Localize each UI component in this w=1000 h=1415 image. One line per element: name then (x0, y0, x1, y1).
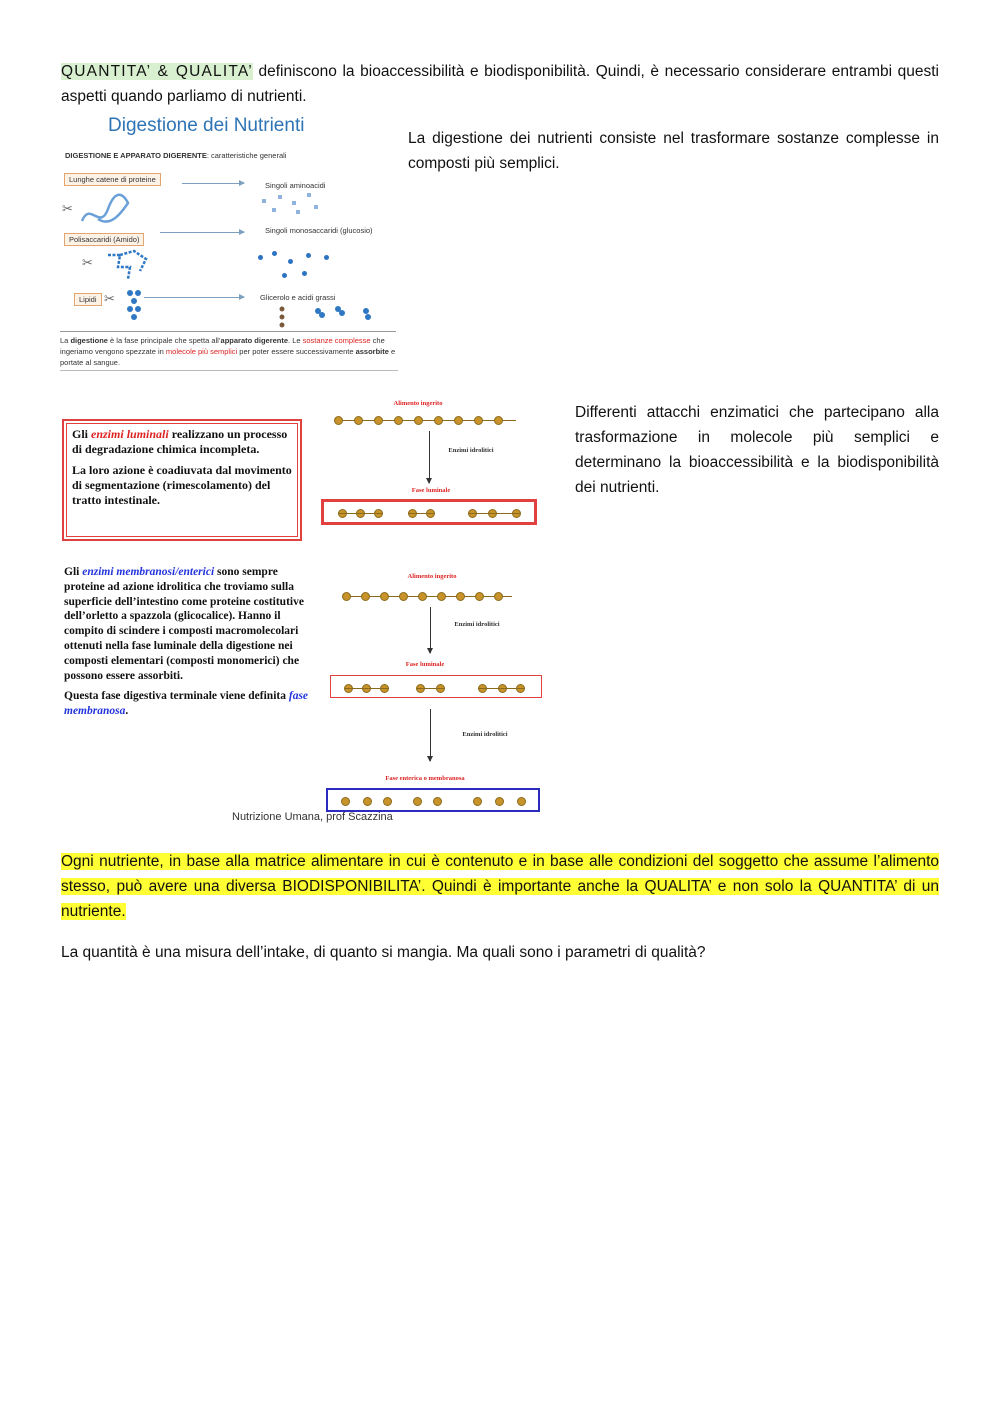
figure-caption: La digestione è la fase principale che spetta all’apparato digerente. Le sostanze complesse che ingeriamo vengono spezzate in molecole più semplici per poter essere successivamente assorbite e portate al sangue. (60, 331, 396, 368)
ingested-chain-2 (342, 591, 512, 603)
scissors-icon: ✂ (82, 255, 93, 270)
amino-acids-label: Singoli aminoacidi (265, 181, 326, 190)
digestion-paragraph: La digestione dei nutrienti consiste nel trasformare sostanze complesse in composti più semplici. (408, 130, 939, 172)
bioavailability-text: Ogni nutriente, in base alla matrice alimentare in cui è contenuto e in base alle condizioni del soggetto che assume l’alimento stesso, può avere una diversa BIODISPONIBILITA’. Quindi è importante anche la QUALITA’ e non solo la QUANTITA’ di un nutriente. (61, 853, 939, 920)
lipids-arrow (144, 297, 244, 298)
glycerol-label: Glicerolo e acidi grassi (260, 293, 336, 302)
protein-chain-icon (80, 191, 130, 227)
luminal-chain-2 (344, 683, 534, 695)
intro-text: definiscono la bioaccessibilità e biodisponibilità. Quindi, è necessario considerare entrambi questi aspetti quando parliamo di nutrienti. (61, 63, 939, 105)
hydrolysis-arrow-2 (430, 607, 431, 653)
lipid-icon (124, 287, 148, 321)
lipids-label: Lipidi (74, 293, 102, 306)
amino-acid (296, 210, 300, 214)
amino-acid (292, 201, 296, 205)
glucose-molecule (272, 251, 277, 256)
amino-acid (278, 195, 282, 199)
glucose-molecule (302, 271, 307, 276)
amino-acid (314, 205, 318, 209)
closing-paragraph: La quantità è una misura dell’intake, di quanto si mangia. Ma quali sono i parametri di qualità? (61, 944, 706, 961)
glucose-molecule (306, 253, 311, 258)
enzymes-label-3: Enzimi idrolitici (462, 731, 508, 738)
enzymes-label: Enzimi idrolitici (448, 447, 494, 454)
protein-label: Lunghe catene di proteine (64, 173, 161, 186)
enzymes-figure (60, 395, 545, 823)
scissors-icon: ✂ (104, 291, 115, 306)
luminal-phase-label: Fase luminale (411, 487, 451, 494)
digestion-figure (60, 113, 398, 373)
scissors-icon: ✂ (62, 201, 73, 216)
luminal-enzymes-box: Gli enzimi luminali realizzano un processo di degradazione chimica incompleta. La loro azione è coadiuvata dal movimento di segmentazione (rimescolamento) del tratto intestinale. (62, 419, 302, 541)
intro-highlight: QUANTITA’ & QUALITA’ (61, 63, 253, 80)
starch-label: Polisaccaridi (Amido) (64, 233, 144, 246)
amino-acid (262, 199, 266, 203)
luminal-phase-label-2: Fase luminale (405, 661, 445, 668)
monomers (341, 796, 531, 808)
enzymes-label-2: Enzimi idrolitici (454, 621, 500, 628)
starch-chain-icon (104, 247, 152, 283)
glucose-molecule (288, 259, 293, 264)
bioavailability-paragraph (61, 849, 939, 924)
hydrolysis-arrow (429, 431, 430, 483)
starch-arrow (160, 232, 244, 233)
intro-paragraph (61, 59, 939, 109)
figure-divider (60, 370, 398, 371)
glucose-label: Singoli monosaccaridi (glucosio) (265, 226, 373, 235)
hydrolysis-arrow-3 (430, 709, 431, 761)
amino-acid (272, 208, 276, 212)
figure-title: Digestione dei Nutrienti (108, 115, 305, 136)
ingested-chain (334, 415, 516, 427)
amino-acid (307, 193, 311, 197)
figure-subtitle: DIGESTIONE E APPARATO DIGERENTE: caratteristiche generali (65, 151, 287, 160)
enzymes-paragraph: Differenti attacchi enzimatici che partecipano alla trasformazione in molecole più semplici e determinano la bioaccessibilità e la biodisponibilità dei nutrienti. (575, 404, 939, 496)
luminal-chain (338, 508, 528, 520)
glucose-molecule (282, 273, 287, 278)
ingested-label-2: Alimento ingerito (407, 573, 457, 580)
membrane-enzymes-text: Gli enzimi membranosi/enterici sono sempre proteine ad azione idrolitica che troviamo sulla superficie dell’intestino come proteine costitutive dell’orletto a spazzola (glicocalice). Hanno il compito di scindere i composti macromolecolari ottenuti nella fase luminale della digestione nei composti elementari (composti monomerici) che possono essere assorbiti. Questa fase digestiva terminale viene definita fase membranosa. (64, 566, 309, 718)
protein-arrow (182, 183, 244, 184)
ingested-label: Alimento ingerito (393, 400, 443, 407)
fatty-acids-icon (274, 303, 384, 333)
glucose-molecule (258, 255, 263, 260)
glucose-molecule (324, 255, 329, 260)
membrane-phase-label: Fase enterica o membranosa (385, 775, 465, 782)
slide-footer: Nutrizione Umana, prof Scazzina (232, 811, 393, 823)
